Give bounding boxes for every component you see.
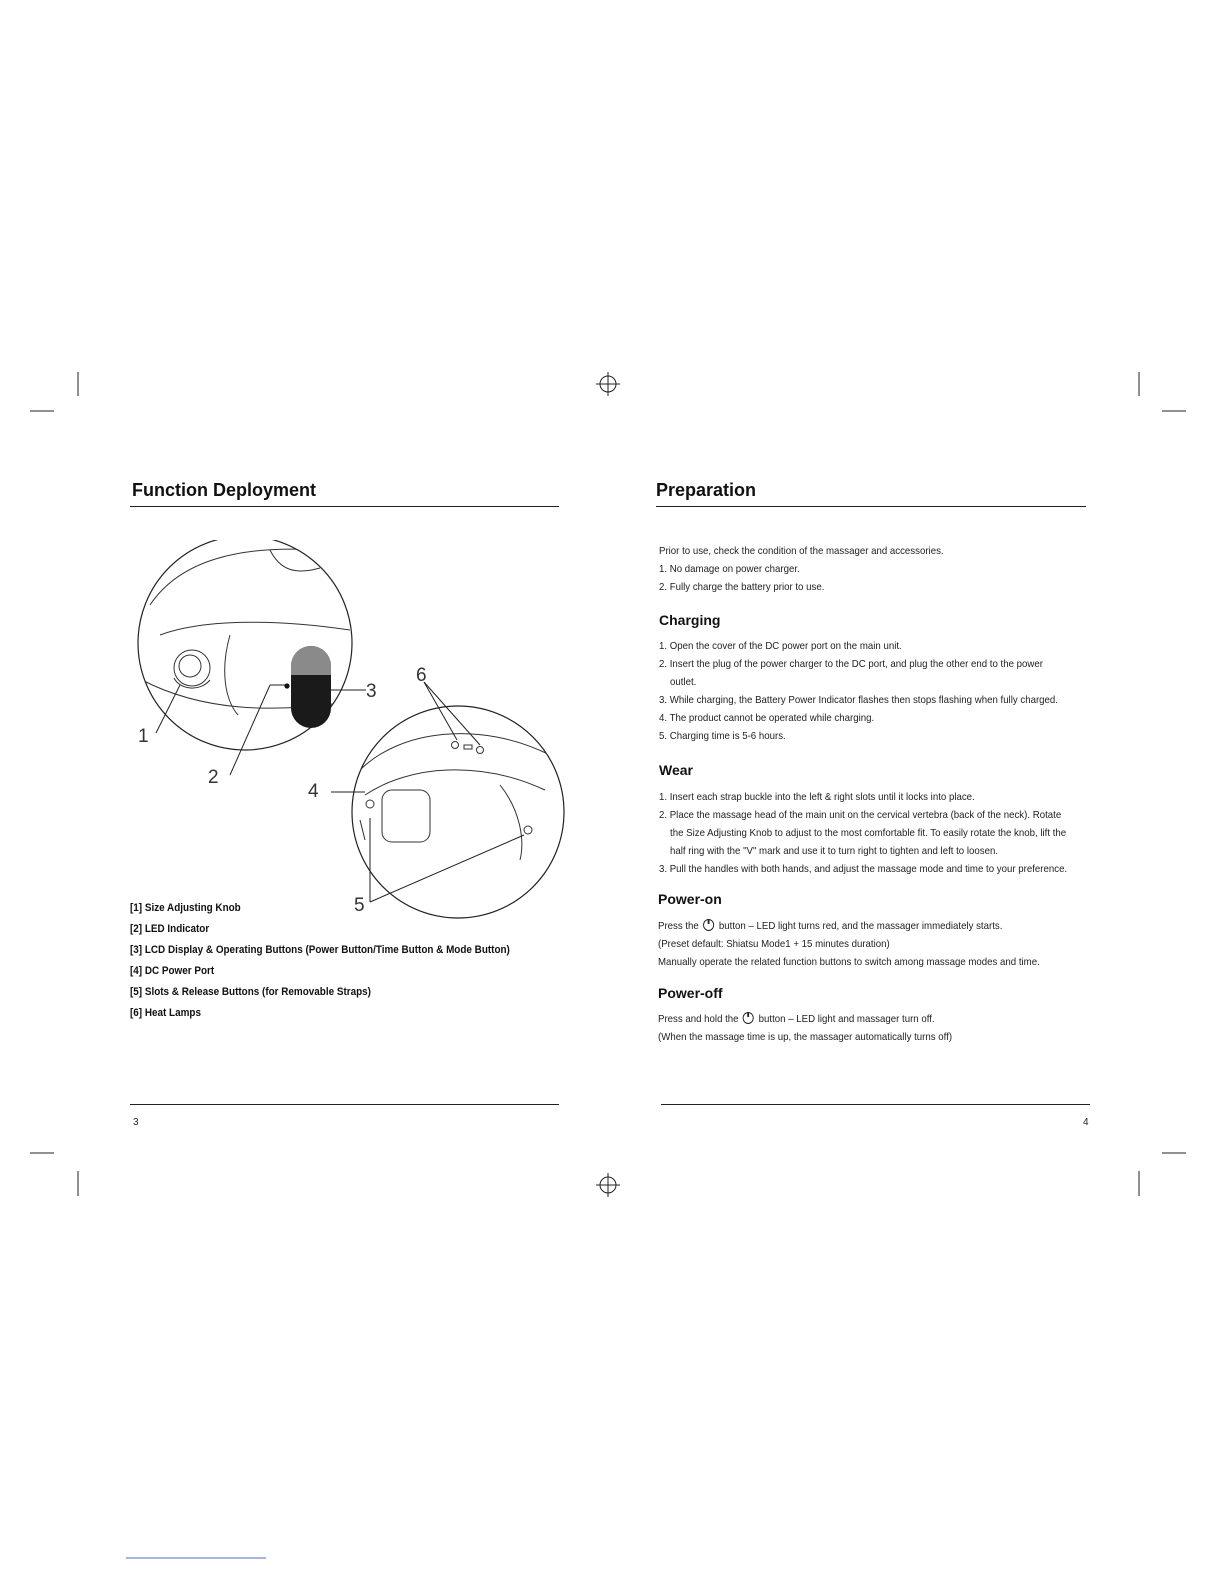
label-4: [4] DC Power Port	[130, 965, 215, 977]
callout-5: 5	[354, 895, 365, 916]
power-off-heading: Power-off	[658, 985, 723, 1001]
callout-6: 6	[416, 665, 427, 686]
wear-line: 2. Place the massage head of the main unit on the cervical vertebra (back of the neck). Rotate	[659, 809, 1062, 821]
component-labels	[130, 900, 552, 1026]
charging-section	[659, 637, 1093, 745]
intro-line: 2. Fully charge the battery prior to use.	[659, 581, 825, 593]
footer-rule-right	[661, 1104, 1090, 1105]
power-on-section	[658, 917, 1073, 971]
power-on-heading: Power-on	[658, 891, 722, 907]
power-icon	[743, 1012, 754, 1024]
label-1: [1] Size Adjusting Knob	[130, 902, 241, 914]
power-icon	[703, 919, 714, 931]
callout-3: 3	[366, 681, 377, 702]
knob-closeup	[138, 540, 360, 750]
page-number-left: 3	[133, 1117, 139, 1128]
wear-line: 3. Pull the handles with both hands, and adjust the massage mode and time to your preference.	[659, 863, 1068, 875]
charging-line: outlet.	[670, 676, 697, 688]
label-3: [3] LCD Display & Operating Buttons (Power Button/Time Button & Mode Button)	[130, 944, 510, 956]
wear-heading: Wear	[659, 762, 693, 778]
label-5: [5] Slots & Release Buttons (for Removable Straps)	[130, 986, 371, 998]
power-off-section	[658, 1010, 978, 1046]
wear-line: the Size Adjusting Knob to adjust to the most comfortable fit. To easily rotate the knob, lift the	[670, 827, 1067, 839]
led-dot	[284, 683, 289, 688]
intro-line: 1. No damage on power charger.	[659, 563, 800, 575]
charging-heading: Charging	[659, 612, 721, 628]
intro-line: Prior to use, check the condition of the massager and accessories.	[659, 545, 944, 557]
callout-2: 2	[208, 767, 219, 788]
power-on-line	[658, 917, 1040, 935]
power-on-line: (Preset default: Shiatsu Mode1 + 15 minutes duration)	[658, 938, 890, 950]
title-rule-right	[656, 506, 1086, 507]
intro-section	[659, 542, 968, 596]
power-off-line: (When the massage time is up, the massager automatically turns off)	[658, 1031, 953, 1043]
strap-closeup	[352, 706, 564, 918]
charging-line: 2. Insert the plug of the power charger to the DC port, and plug the other end to the power	[659, 658, 1043, 670]
charging-line: 5. Charging time is 5-6 hours.	[659, 730, 786, 742]
charging-line: 4. The product cannot be operated while charging.	[659, 712, 875, 724]
power-on-post: button – LED light turns red, and the massager immediately starts.	[718, 920, 1003, 932]
label-6: [6] Heat Lamps	[130, 1007, 201, 1019]
callout-4: 4	[308, 781, 319, 802]
power-off-pre: Press and hold the	[658, 1013, 739, 1025]
page-number-right: 4	[1083, 1117, 1089, 1128]
page-title-left: Function Deployment	[132, 480, 316, 500]
wear-section	[659, 788, 1103, 878]
wear-line: half ring with the "V" mark and use it to turn right to tighten and left to loosen.	[670, 845, 999, 857]
power-on-pre: Press the	[658, 920, 699, 932]
charging-line: 3. While charging, the Battery Power Indicator flashes then stops flashing when fully charged.	[659, 694, 1058, 706]
power-off-line	[658, 1010, 952, 1028]
product-illustration	[120, 540, 580, 920]
callout-1: 1	[138, 726, 149, 747]
power-off-post: button – LED light and massager turn off.	[758, 1013, 935, 1025]
title-rule-left	[130, 506, 559, 507]
label-2: [2] LED Indicator	[130, 923, 210, 935]
charging-line: 1. Open the cover of the DC power port on the main unit.	[659, 640, 902, 652]
page-title-right: Preparation	[656, 480, 757, 500]
power-on-line: Manually operate the related function buttons to switch among massage modes and time.	[658, 956, 1040, 968]
wear-line: 1. Insert each strap buckle into the left & right slots until it locks into place.	[659, 791, 975, 803]
footer-rule-left	[130, 1104, 559, 1105]
